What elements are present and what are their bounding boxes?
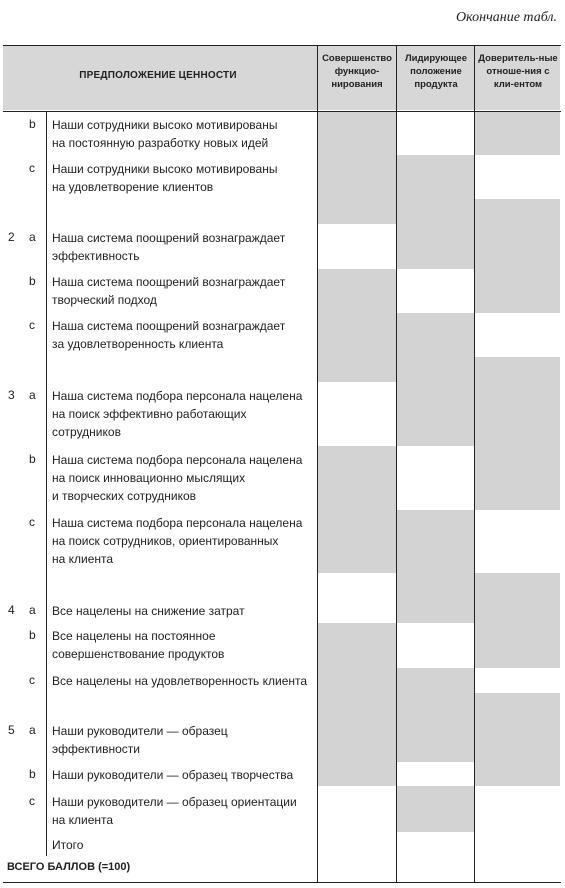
shaded-cell [318,112,396,224]
shaded-cell [397,786,474,832]
row-statement: Наша система подбора персонала нацелена на поиск сотрудников, ориентированных на клиента [52,516,303,566]
rule-header-bottom [3,111,561,112]
row-statement: Наши руководители — образец ориентации на клиента [52,795,297,827]
row-letter: c [29,794,35,808]
shaded-cell [318,623,396,762]
shaded-cell [318,269,396,382]
shaded-cell [397,510,474,623]
header-operational-excellence: Совершенство функцио-нирования [322,53,392,90]
header-value-proposition: ПРЕДПОЛОЖЕНИЕ ЦЕННОСТИ [79,70,237,81]
shaded-cell [397,313,474,446]
shaded-cell [397,668,474,762]
rule-col2 [396,45,397,882]
total-score-label: ВСЕГО БАЛЛОВ (=100) [7,861,131,873]
shaded-cell [475,199,560,313]
row-letter: c [29,515,35,529]
row-letter: b [29,767,36,781]
rule-letter-column [46,111,47,856]
shaded-cell [475,693,560,786]
shaded-cell [475,112,560,155]
row-statement: Наша система поощрений вознаграждает эффективность [52,231,286,263]
row-statement: Наша система подбора персонала нацелена на поиск инновационно мыслящих и творческих сотрудников [52,453,303,503]
row-letter: b [29,452,36,466]
row-number: 2 [8,230,15,244]
row-number: 5 [8,723,15,737]
rule-bottom [3,882,561,883]
row-number: 3 [8,388,15,402]
row-letter: a [29,723,36,737]
row-letter: a [29,388,36,402]
row-letter: c [29,673,35,687]
shaded-cell [475,573,560,668]
row-statement: Все нацелены на снижение затрат [52,604,245,618]
row-statement: Наша система поощрений вознаграждает за удовлетворенность клиента [52,319,286,351]
shaded-cell [397,155,474,269]
row-statement: Все нацелены на удовлетворенность клиента [52,674,308,688]
row-letter: c [29,161,35,175]
header-customer-intimacy: Доверитель-ные отноше-ния с кли-ентом [478,53,558,90]
row-number: 4 [8,603,15,617]
row-statement: Наша система подбора персонала нацелена на поиск эффективно работающих сотрудников [52,389,303,439]
shaded-cell [318,446,396,573]
row-letter: b [29,117,36,131]
shaded-cell [475,357,560,510]
rule-col1 [317,45,318,882]
shaded-cell [318,762,396,786]
row-letter: c [29,318,35,332]
row-letter: a [29,603,36,617]
row-letter: a [29,230,36,244]
row-statement: Наши сотрудники высоко мотивированы на постоянную разработку новых идей [52,118,278,150]
row-statement: Наши руководители — образец эффективности [52,724,228,756]
row-statement: Наши сотрудники высоко мотивированы на удовлетворение клиентов [52,162,278,194]
row-letter: b [29,628,36,642]
subtotal-label: Итого [52,838,84,852]
row-statement: Все нацелены на постоянное совершенствование продуктов [52,629,225,661]
row-statement: Наши руководители — образец творчества [52,768,294,782]
rule-col3 [474,45,475,882]
row-statement: Наша система поощрений вознаграждает творческий подход [52,275,286,307]
header-product-leadership: Лидирующее положение продукта [404,53,468,90]
row-letter: b [29,274,36,288]
table-caption: Окончание табл. [456,10,557,25]
rule-top [3,45,561,46]
